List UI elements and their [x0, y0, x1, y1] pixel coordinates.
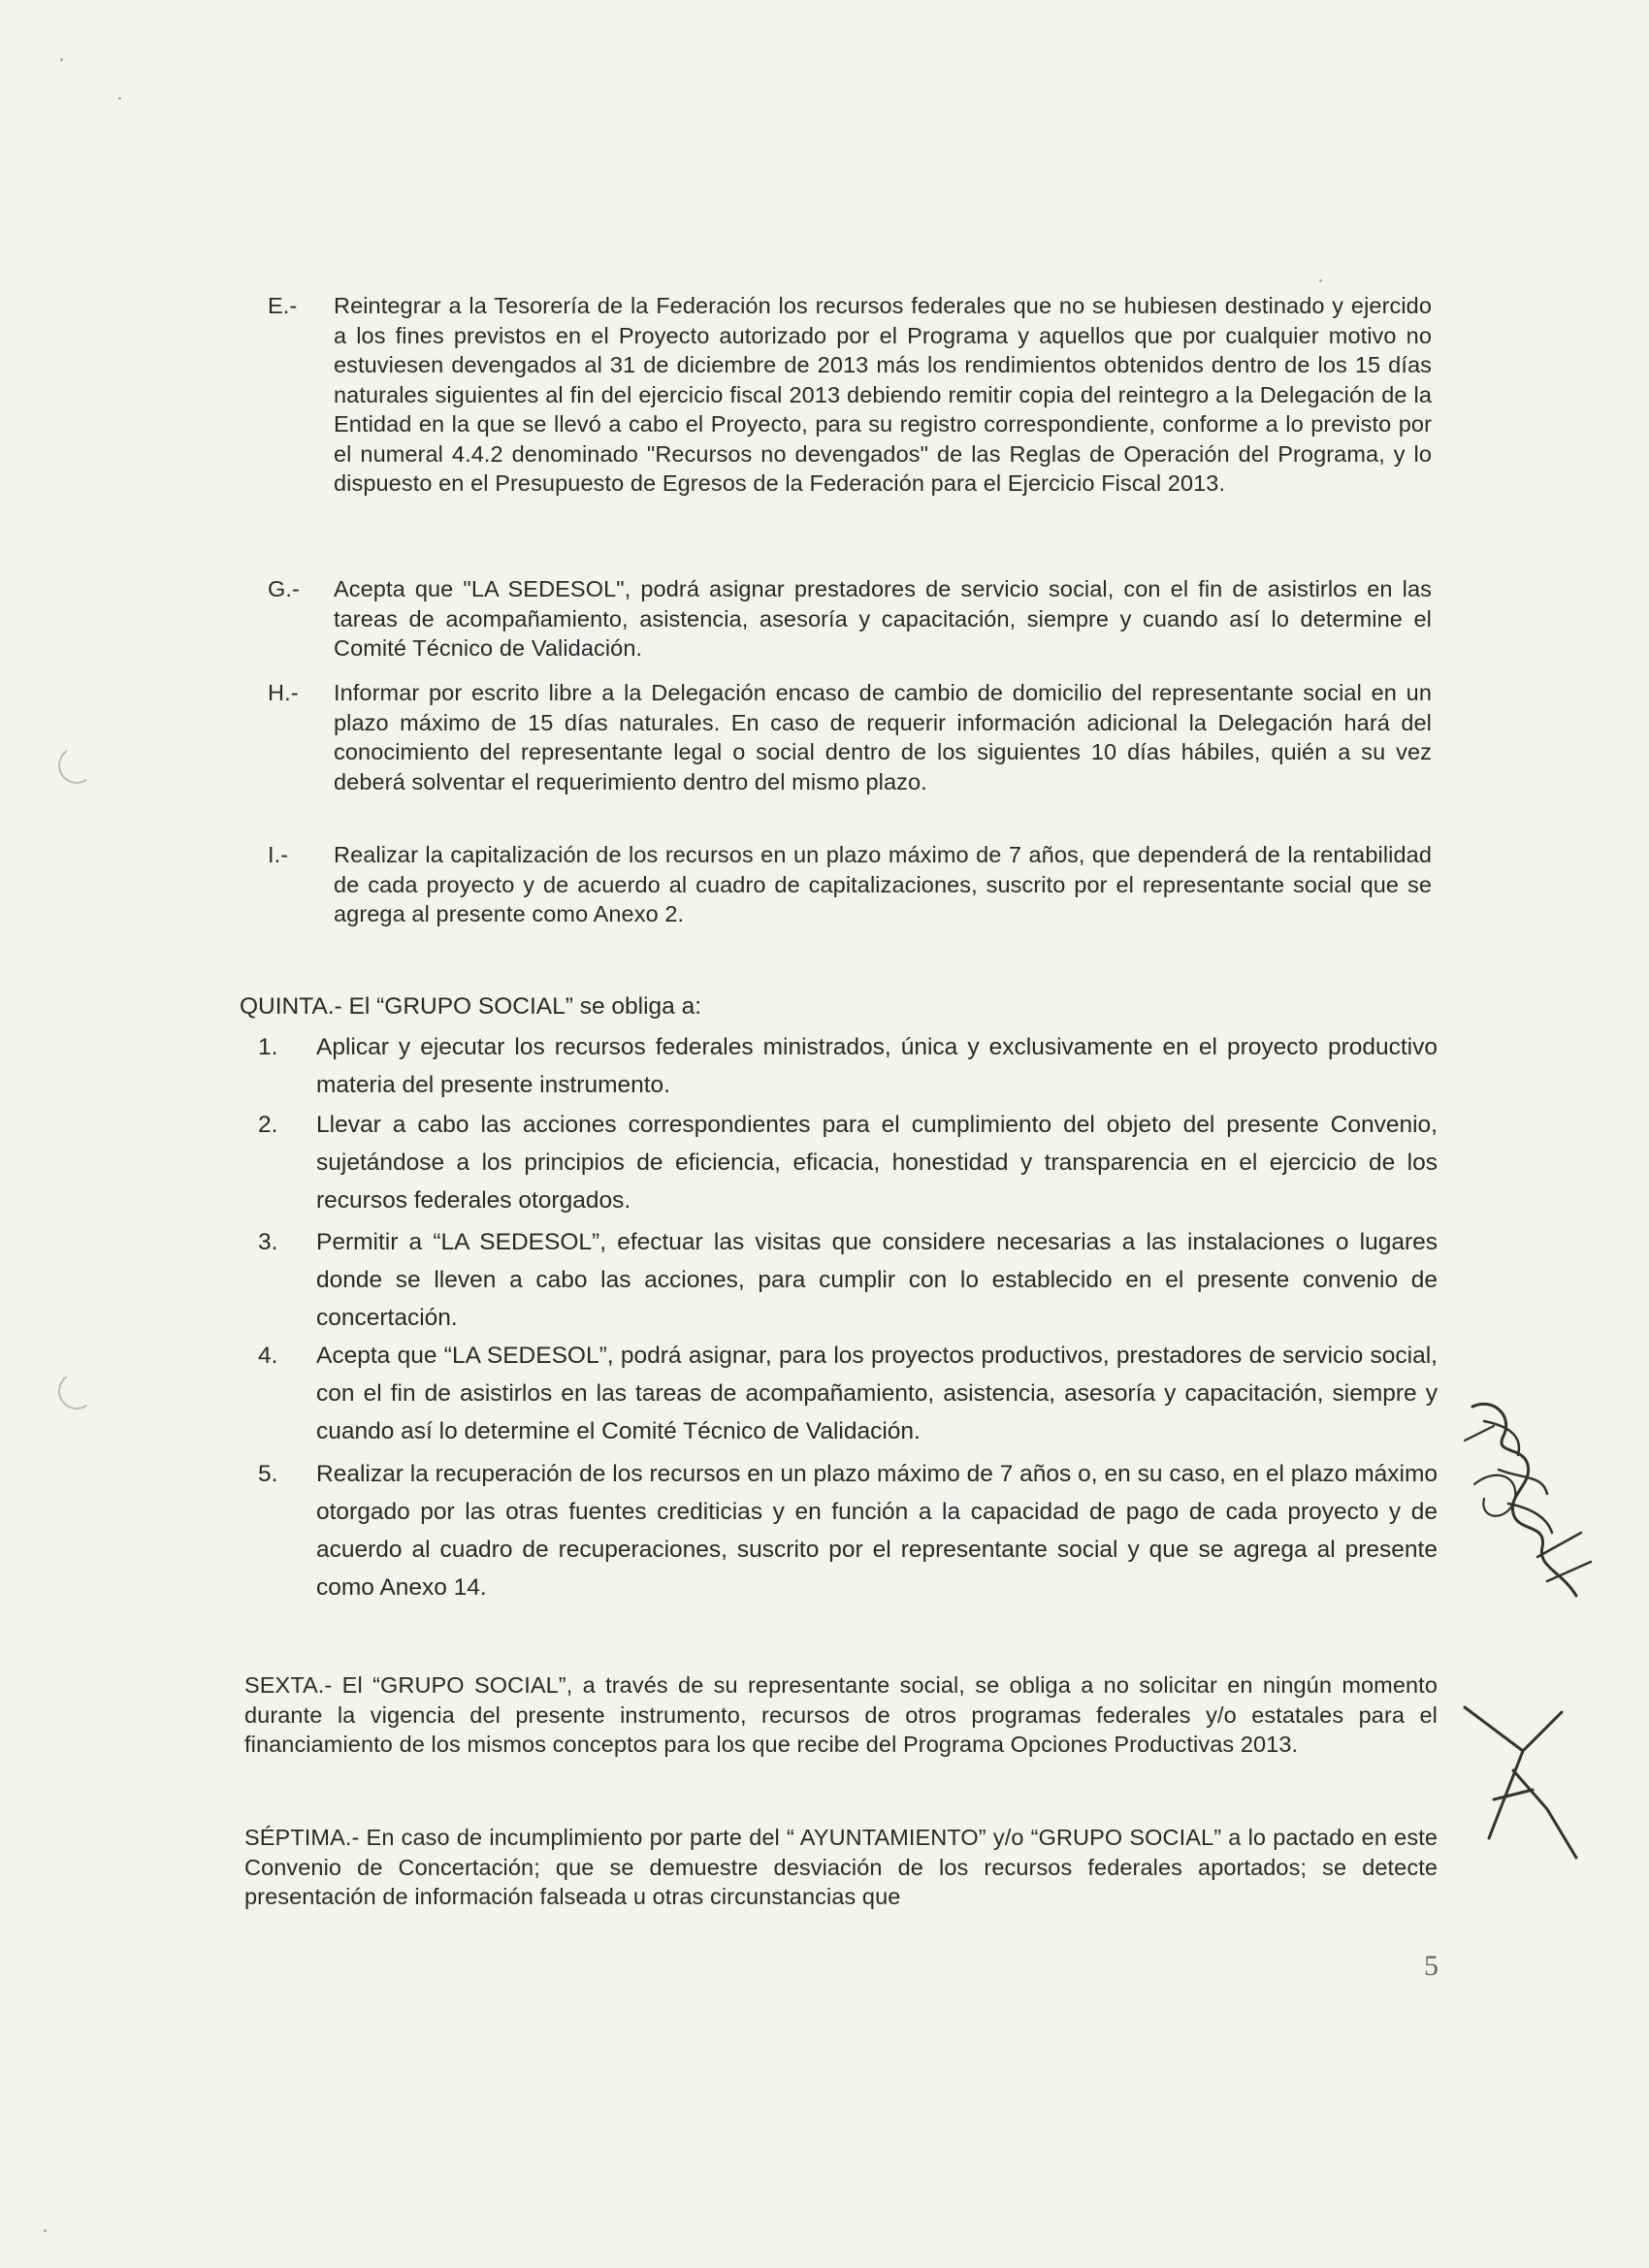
- item-text: Permitir a “LA SEDESOL”, efectuar las visitas que considere necesarias a las instalaciones o lugares donde se lleven a cabo las acciones, para cumplir con lo establecido en el presente convenio de concertación.: [316, 1229, 1438, 1331]
- item-text: Acepta que "LA SEDESOL", podrá asignar prestadores de servicio social, con el fin de asistirlos en las tareas de acompañamiento, asistencia, asesoría y capacitación, siempre y cuando así lo determine el Comité Técnico de Validación.: [334, 576, 1432, 661]
- handwritten-signature-2: [1455, 1693, 1591, 1867]
- item-text: Realizar la recuperación de los recursos en un plazo máximo de 7 años o, en su caso, en el plazo máximo otorgado por las otras fuentes crediticias y en función a la capacidad de pago de cada proyecto y de acuerdo al cuadro de recuperaciones, suscrito por el representante social y que se agrega al presente como Anexo 14.: [316, 1461, 1438, 1601]
- item-text: Realizar la capitalización de los recursos en un plazo máximo de 7 años, que dependerá de la rentabilidad de cada proyecto y de acuerdo al cuadro de capitalizaciones, suscrito por el representante social que se agrega al presente como Anexo 2.: [334, 842, 1432, 926]
- sexta-clause: SEXTA.- El “GRUPO SOCIAL”, a través de su representante social, se obliga a no solicitar en ningún momento durante la vigencia del presente instrumento, recursos de otros programas federales y/o estatales para el financiamiento de los mismos conceptos para los que recibe del Programa Opciones Productivas 2013.: [244, 1672, 1438, 1757]
- scan-speck: [1319, 279, 1322, 282]
- item-number: 2.: [258, 1112, 278, 1138]
- item-marker: E.-: [268, 293, 298, 318]
- clause-item-e: [268, 291, 1432, 499]
- septima-clause: SÉPTIMA.- En caso de incumplimiento por parte del “ AYUNTAMIENTO” y/o “GRUPO SOCIAL” a lo pactado en este Convenio de Concertación; que se demuestre desviación de los recursos federales aportados; se detecte presentación de información falseada u otras circunstancias que: [244, 1825, 1438, 1909]
- clause-item-g: [268, 574, 1432, 664]
- quinta-item-4: [250, 1337, 1438, 1450]
- punch-hole-mark: [55, 744, 98, 787]
- item-number: 3.: [258, 1229, 278, 1255]
- item-text: Aplicar y ejecutar los recursos federales ministrados, única y exclusivamente en el proyecto productivo materia del presente instrumento.: [316, 1034, 1438, 1098]
- item-text: Acepta que “LA SEDESOL”, podrá asignar, para los proyectos productivos, prestadores de servicio social, con el fin de asistirlos en las tareas de acompañamiento, asistencia, asesoría y capacitación, siempre y cuando así lo determine el Comité Técnico de Validación.: [316, 1343, 1438, 1444]
- scan-speck: [118, 97, 121, 100]
- quinta-item-1: [250, 1028, 1438, 1104]
- item-number: 4.: [258, 1343, 278, 1369]
- quinta-item-2: [250, 1106, 1438, 1219]
- page-number: 5: [1424, 1950, 1439, 1982]
- quinta-item-5: [250, 1455, 1438, 1606]
- handwritten-signature-1: [1455, 1387, 1600, 1610]
- clause-item-h: [268, 678, 1432, 796]
- item-text: Informar por escrito libre a la Delegación encaso de cambio de domicilio del representante social en un plazo máximo de 15 días naturales. En caso de requerir información adicional la Delegación hará del conocimiento del representante legal o social dentro de los siguientes 10 días hábiles, quién a su vez deberá solventar el requerimiento dentro del mismo plazo.: [334, 680, 1432, 794]
- item-number: 1.: [258, 1034, 278, 1060]
- punch-hole-mark: [55, 1370, 98, 1412]
- scan-speck: [44, 2229, 47, 2232]
- clause-item-i: [268, 840, 1432, 929]
- item-number: 5.: [258, 1461, 278, 1487]
- item-marker: I.-: [268, 842, 289, 867]
- item-text: Reintegrar a la Tesorería de la Federación los recursos federales que no se hubiesen destinado y ejercido a los fines previstos en el Proyecto autorizado por el Programa y aquellos que por cualquier motivo no estuviesen devengados al 31 de diciembre de 2013 más los rendimientos obtenidos dentro de los 15 días naturales siguientes al fin del ejercicio fiscal 2013 debiendo remitir copia del reintegro a la Delegación de la Entidad en la que se llevó a cabo el Proyecto, para su registro correspondiente, conforme a lo previsto por el numeral 4.4.2 denominado "Recursos no devengados" de las Reglas de Operación del Programa, y lo dispuesto en el Presupuesto de Egresos de la Federación para el Ejercicio Fiscal 2013.: [334, 293, 1432, 496]
- quinta-item-3: [250, 1223, 1438, 1337]
- scan-speck: [60, 58, 63, 61]
- item-text: Llevar a cabo las acciones correspondientes para el cumplimiento del objeto del presente Convenio, sujetándose a los principios de eficiencia, eficacia, honestidad y transparencia en el ejercicio de los recursos federales otorgados.: [316, 1112, 1438, 1214]
- item-marker: H.-: [268, 680, 299, 705]
- item-marker: G.-: [268, 576, 300, 601]
- quinta-heading: QUINTA.- El “GRUPO SOCIAL” se obliga a:: [240, 993, 702, 1020]
